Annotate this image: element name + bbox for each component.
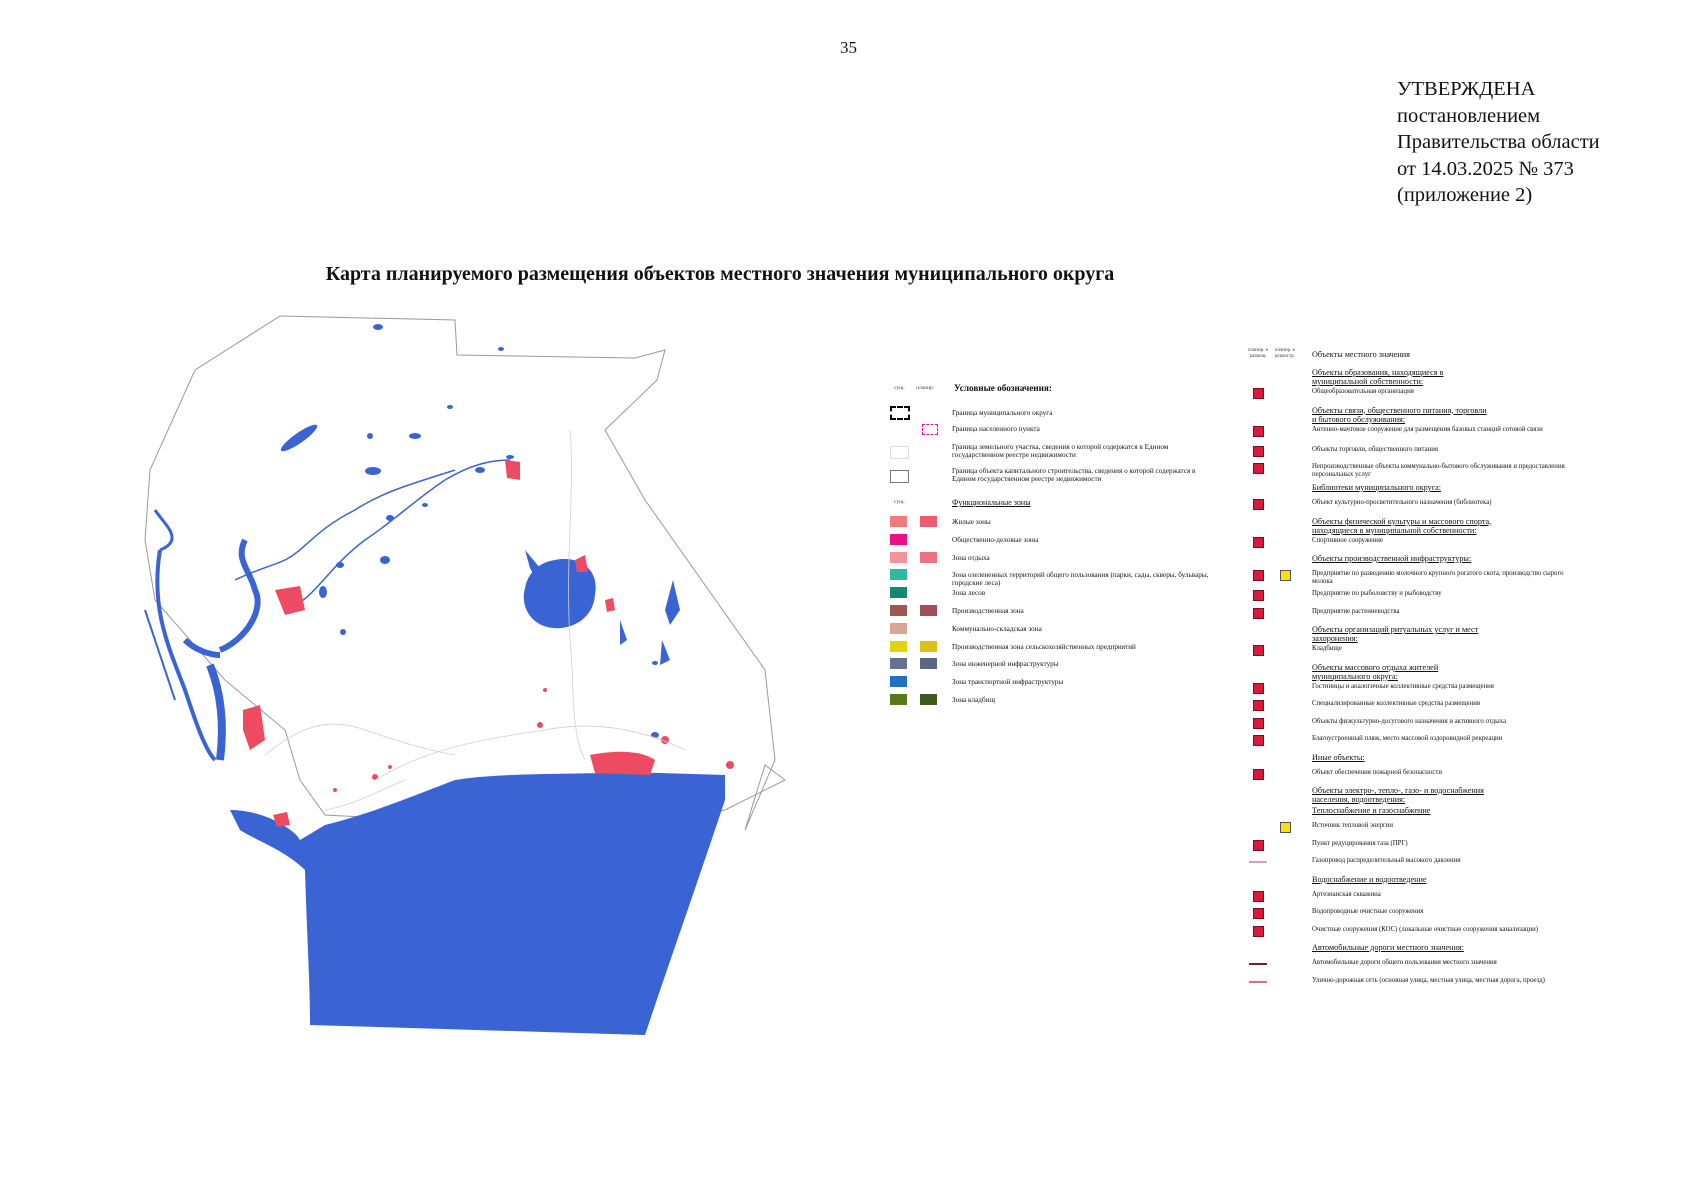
legend-label: Граница муниципального округа — [952, 409, 1053, 417]
object-label: Благоустроенный пляж, место массовой оздоровидной рекреации — [1312, 735, 1503, 742]
object-label: Пункт редуцирования газа (ПРГ) — [1312, 839, 1408, 847]
object-label: Газопровод распределительный высокого давления — [1312, 857, 1461, 864]
approval-line: от 14.03.2025 № 373 — [1397, 157, 1574, 180]
lakes — [278, 324, 680, 738]
object-row — [1245, 908, 1575, 922]
object-label: Общеобразовательная организация — [1312, 388, 1414, 395]
object-label: Улично-дорожная сеть (основная улица, местная улица, местная дорога, проезд) — [1312, 976, 1545, 984]
object-group-heading: Водоснабжение и водоотведение — [1312, 874, 1427, 884]
municipal-boundary — [145, 316, 785, 830]
legend-row — [880, 467, 1220, 489]
object-symbol-icon — [1253, 735, 1264, 746]
legend-col-placement: планир. к размещ. — [1247, 348, 1269, 359]
zone-label: Производственная зона сельскохозяйственных предприятий — [952, 642, 1136, 651]
approval-line: (приложение 2) — [1397, 184, 1533, 206]
object-row — [1245, 735, 1575, 749]
zone-swatch — [890, 534, 907, 545]
object-group-heading: Автомобильные дороги местного значения: — [1312, 943, 1464, 952]
object-row — [1245, 426, 1575, 440]
object-symbol-icon — [1253, 537, 1264, 548]
legend-label: Граница населенного пункта — [952, 425, 1040, 433]
object-symbol-icon — [1253, 700, 1264, 711]
legend-label: Граница земельного участка, сведения о которой содержатся в Едином государственном реестре недвижимости — [952, 443, 1169, 459]
object-symbol-icon — [1253, 908, 1264, 919]
object-symbol-icon — [1253, 463, 1264, 474]
legend-row — [880, 443, 1220, 465]
object-symbol-icon — [1253, 840, 1264, 851]
object-symbol-icon — [1253, 426, 1264, 437]
object-row — [1245, 570, 1575, 584]
object-row — [1245, 769, 1575, 783]
zone-row — [880, 678, 1220, 694]
legend-col-existing: сущ. — [894, 385, 905, 391]
object-row — [1245, 822, 1575, 836]
boundary-swatch — [890, 406, 910, 420]
object-label: Предприятие по разведению молочного крупного рогатого скота, производство сырого молока — [1312, 570, 1564, 585]
object-label: Объекты физкультурно-досугового назначения и активного отдыха — [1312, 717, 1506, 725]
zone-label: Коммунально-складская зона — [952, 624, 1042, 633]
zone-label: Зона озелененных территорий общего пользования (парки, сады, скверы, бульвары, городские леса) — [952, 571, 1209, 588]
object-row — [1245, 499, 1575, 513]
object-symbol-icon — [1253, 683, 1264, 694]
object-row — [1245, 926, 1575, 940]
zone-row — [880, 554, 1220, 570]
object-label: Источник тепловой энергии — [1312, 822, 1394, 829]
functional-zones-heading: Функциональные зоны — [952, 498, 1031, 507]
zone-row — [880, 625, 1220, 641]
zone-label: Зона транспортной инфраструктуры — [952, 678, 1064, 687]
settlements — [243, 460, 734, 827]
object-label: Автомобильные дороги общего пользования местного значения — [1312, 959, 1497, 966]
object-row — [1245, 463, 1575, 477]
approval-line: УТВЕРЖДЕНА — [1397, 78, 1536, 100]
zone-label: Зона инженерной инфраструктуры — [952, 660, 1059, 669]
object-row — [1245, 608, 1575, 622]
object-group-heading: Теплоснабжение и газоснабжение — [1312, 806, 1431, 815]
legend-col-reconstruction: планир. к реконстр. — [1274, 348, 1296, 359]
object-label: Объект обеспечения пожарной безопасности — [1312, 768, 1442, 776]
building-swatch — [890, 470, 909, 483]
zone-swatch — [890, 694, 907, 705]
object-symbol-icon — [1253, 608, 1264, 619]
legend2-heading: Объекты местного значения — [1312, 350, 1410, 359]
sea-bay — [230, 772, 725, 1035]
object-group-heading: Объекты электро-, тепло-, газо- и водоснабжения населения, водоотведения: — [1312, 786, 1484, 804]
zone-row — [880, 660, 1220, 676]
zone-label: Зона лесов — [952, 589, 986, 598]
object-row — [1245, 959, 1575, 973]
object-label: Гостиницы и аналогичные коллективные средства размещения — [1312, 682, 1494, 690]
object-symbol-icon — [1253, 891, 1264, 902]
object-row — [1245, 857, 1575, 871]
zone-swatch — [890, 516, 907, 527]
zone-row — [880, 643, 1220, 659]
object-symbol-icon — [1253, 446, 1264, 457]
object-group-heading: Объекты массового отдыха жителей муниципального округа: — [1312, 662, 1439, 681]
legend-row — [880, 409, 1220, 425]
object-row — [1245, 388, 1575, 402]
zone-planned-swatch — [920, 516, 937, 527]
object-label: Кладбище — [1312, 645, 1342, 652]
approval-line: постановлением — [1397, 104, 1541, 127]
object-group-heading: Библиотеки муниципального округа: — [1312, 483, 1442, 492]
zone-planned-swatch — [920, 658, 937, 669]
zone-swatch — [890, 623, 907, 634]
object-label: Предприятие растениеводства — [1312, 607, 1400, 615]
object-group-heading: Объекты производственной инфраструктуры: — [1312, 554, 1472, 563]
object-label: Специализированные коллективные средства размещения — [1312, 700, 1480, 707]
zone-swatch — [890, 569, 907, 580]
object-label: Артезианская скважина — [1312, 890, 1381, 898]
object-row — [1245, 590, 1575, 604]
object-label: Объект культурно-просветительного назначения (библиотека) — [1312, 499, 1492, 506]
legend-heading: Условные обозначения: — [954, 383, 1052, 393]
zone-planned-swatch — [920, 694, 937, 705]
object-reconstruction-icon — [1280, 822, 1291, 833]
zone-planned-swatch — [920, 552, 937, 563]
zone-label: Общественно-деловые зоны — [952, 535, 1039, 544]
object-row — [1245, 977, 1575, 991]
object-label: Антенно-мачтовое сооружение для размещения базовых станций сотовой связи — [1312, 425, 1543, 433]
object-label: Водопроводные очистные сооружения — [1312, 908, 1424, 915]
object-label: Непроизводственные объекты коммунально-бытового обслуживания и предоставления персональных услуг — [1312, 463, 1565, 478]
map-svg — [125, 310, 845, 1130]
zone-row — [880, 607, 1220, 623]
object-symbol-icon — [1253, 570, 1264, 581]
zone-label: Зона отдыха — [952, 553, 990, 562]
legend-col-planned: планир. — [916, 385, 935, 391]
zone-label: Производственная зона — [952, 607, 1024, 615]
object-group-heading: Объекты физической культуры и массового спорта, находящиеся в муниципальной собственности: — [1312, 516, 1492, 535]
zone-swatch — [890, 641, 907, 652]
legend-col-existing: сущ. — [894, 499, 905, 505]
zone-planned-swatch — [920, 605, 937, 616]
object-label: Предприятие по рыболовству и рыбоводству — [1312, 590, 1442, 597]
zone-planned-swatch — [920, 641, 937, 652]
object-row — [1245, 891, 1575, 905]
object-symbol-icon — [1253, 718, 1264, 729]
zone-row — [880, 571, 1220, 587]
approval-line: Правительства области — [1397, 131, 1600, 153]
object-symbol-icon — [1253, 388, 1264, 399]
object-row — [1245, 537, 1575, 551]
parcel-swatch — [890, 446, 909, 459]
object-symbol-icon — [1253, 926, 1264, 937]
zone-swatch — [890, 676, 907, 687]
object-symbol-icon — [1253, 769, 1264, 780]
line-symbol-icon — [1249, 981, 1267, 983]
approval-stamp — [1397, 76, 1600, 209]
object-group-heading: Объекты организаций ритуальных услуг и мест захоронения: — [1312, 625, 1479, 643]
object-row — [1245, 645, 1575, 659]
zone-label: Зона кладбищ — [952, 696, 995, 704]
zone-swatch — [890, 552, 907, 563]
line-symbol-icon — [1249, 861, 1267, 863]
line-symbol-icon — [1249, 963, 1267, 965]
map-area — [125, 310, 845, 1130]
page-number: 35 — [840, 38, 857, 57]
map-title: Карта планируемого размещения объектов местного значения муниципального округа — [325, 263, 1115, 285]
object-row — [1245, 700, 1575, 714]
object-symbol-icon — [1253, 499, 1264, 510]
object-label: Очистные сооружения (КОС) (локальные очистные сооружения канализации) — [1312, 925, 1539, 933]
object-row — [1245, 718, 1575, 732]
river-north — [285, 460, 510, 610]
zone-row — [880, 518, 1220, 534]
object-row — [1245, 446, 1575, 460]
object-symbol-icon — [1253, 590, 1264, 601]
object-label: Спортивное сооружение — [1312, 536, 1383, 544]
settlement-boundary-swatch — [922, 424, 938, 435]
zone-swatch — [890, 605, 907, 616]
zone-row — [880, 536, 1220, 552]
zone-swatch — [890, 587, 907, 598]
object-group-heading: Объекты образования, находящиеся в муниципальной собственности: — [1312, 368, 1444, 386]
object-label: Объекты торговли, общественного питания — [1312, 445, 1439, 453]
object-reconstruction-icon — [1280, 570, 1291, 581]
zone-row — [880, 696, 1220, 712]
object-group-heading: Объекты связи, общественного питания, торговли и бытового обслуживания: — [1312, 405, 1487, 424]
object-group-heading: Иные объекты: — [1312, 752, 1365, 762]
object-row — [1245, 683, 1575, 697]
zone-swatch — [890, 658, 907, 669]
object-symbol-icon — [1253, 645, 1264, 656]
legend-row — [880, 425, 1220, 441]
legend-label: Граница объекта капитального строительства, сведения о которой содержатся в Едином государственном реестре недвижимости — [952, 467, 1196, 483]
object-row — [1245, 840, 1575, 854]
zone-label: Жилые зоны — [952, 518, 991, 526]
zone-row — [880, 589, 1220, 605]
